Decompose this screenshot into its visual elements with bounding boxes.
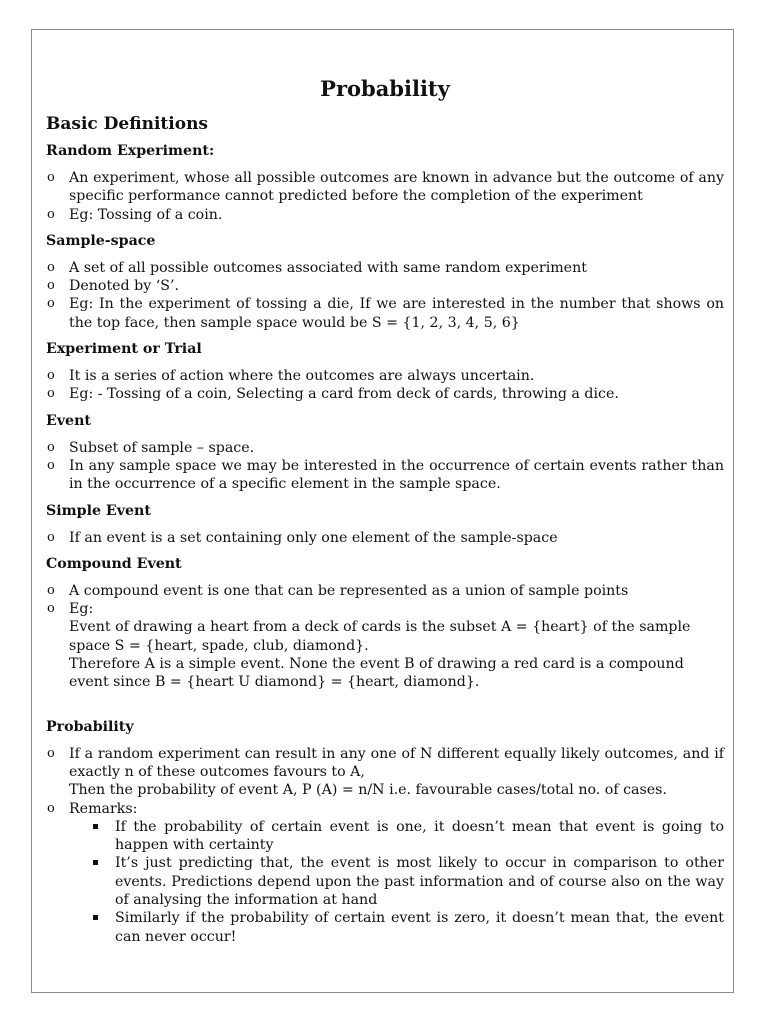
probability-formula: Then the probability of event A, P (A) = n/N i.e. favourable cases/total no. of cases. xyxy=(69,782,667,799)
page-title: Probability xyxy=(320,76,450,101)
random-experiment-heading: Random Experiment: xyxy=(46,143,215,159)
probability-list xyxy=(46,745,724,818)
document-page xyxy=(31,29,734,993)
event-list xyxy=(46,439,724,494)
basic-definitions-heading: Basic Definitions xyxy=(46,114,208,134)
list-item: o Eg: - Tossing of a coin, Selecting a card from deck of cards, throwing a dice. xyxy=(46,385,724,403)
sample-space-heading: Sample-space xyxy=(46,232,156,249)
list-item: o Denoted by ‘S’. xyxy=(46,277,724,295)
list-item: o If an event is a set containing only one element of the sample-space xyxy=(46,529,724,547)
list-item: o It is a series of action where the outcomes are always uncertain. xyxy=(46,367,724,385)
list-item: o In any sample space we may be interested in the occurrence of certain events rather than in the occurrence of a specific element in the sample space. xyxy=(46,457,724,494)
list-item: o Remarks: xyxy=(46,800,724,818)
remark-item: If the probability of certain event is one, it doesn’t mean that event is going to happen with certainty xyxy=(91,818,724,855)
list-item xyxy=(46,745,724,800)
list-item: o Eg: In the experiment of tossing a die, If we are interested in the number that shows on the top face, then sample space would be S = {1, 2, 3, 4, 5, 6} xyxy=(46,295,724,332)
experiment-trial-list xyxy=(46,367,724,404)
compound-example-1: Event of drawing a heart from a deck of cards is the subset A = {heart} of the sample space S = {heart, spade, club, diamond}. xyxy=(69,619,691,654)
remarks-list xyxy=(46,818,724,946)
remark-item: It’s just predicting that, the event is most likely to occur in comparison to other events. Predictions depend upon the past information and of course also on the way of analysing the information at hand xyxy=(91,854,724,909)
list-item: o Eg: xyxy=(46,600,724,618)
list-item: o Eg: Tossing of a coin. xyxy=(46,206,724,224)
compound-example-2: Therefore A is a simple event. None the event B of drawing a red card is a compound event since B = {heart U diamond} = {heart, diamond}. xyxy=(69,656,684,691)
probability-definition: If a random experiment can result in any one of N different equally likely outcomes, and if exactly n of these outcomes favours to A, xyxy=(69,745,724,780)
experiment-trial-heading: Experiment or Trial xyxy=(46,341,202,358)
probability-heading: Probability xyxy=(46,718,134,735)
remark-item: Similarly if the probability of certain event is zero, it doesn’t mean that, the event can never occur! xyxy=(91,909,724,946)
event-heading: Event xyxy=(46,412,91,429)
sample-space-list xyxy=(46,259,724,332)
compound-event-heading: Compound Event xyxy=(46,555,182,572)
simple-event-heading: Simple Event xyxy=(46,502,151,519)
compound-event-list xyxy=(46,582,724,619)
simple-event-list xyxy=(46,529,724,547)
list-item: o A set of all possible outcomes associated with same random experiment xyxy=(46,259,724,277)
list-item: o An experiment, whose all possible outcomes are known in advance but the outcome of any specific performance cannot predicted before the completion of the experiment xyxy=(46,169,724,206)
list-item: o Subset of sample – space. xyxy=(46,439,724,457)
list-item: o A compound event is one that can be represented as a union of sample points xyxy=(46,582,724,600)
document-content xyxy=(46,30,724,946)
random-experiment-list xyxy=(46,169,724,224)
